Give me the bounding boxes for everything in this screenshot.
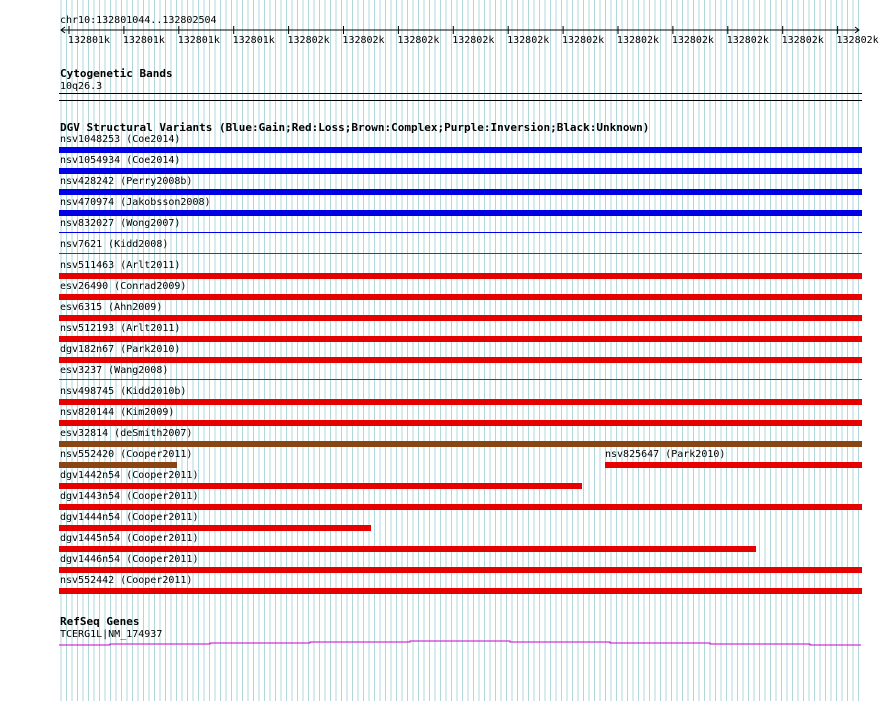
dgv-variant-label[interactable]: nsv512193 (Arlt2011) xyxy=(60,323,181,334)
dgv-variant-label[interactable]: esv32814 (deSmith2007) xyxy=(60,428,193,439)
cytoband-bar[interactable] xyxy=(59,93,862,94)
dgv-variant-bar[interactable] xyxy=(59,546,756,552)
ruler-tick-label: 132802k xyxy=(397,35,440,46)
dgv-variant-bar[interactable] xyxy=(59,336,862,342)
dgv-variant-label[interactable]: dgv1445n54 (Cooper2011) xyxy=(60,533,199,544)
ruler-tick-label: 132802k xyxy=(836,35,879,46)
dgv-variant-label[interactable]: dgv1442n54 (Cooper2011) xyxy=(60,470,199,481)
refseq-track-title[interactable]: RefSeq Genes xyxy=(60,615,140,628)
dgv-variant-bar[interactable] xyxy=(59,441,862,447)
ruler-tick-label: 132801k xyxy=(122,35,165,46)
dgv-variant-label[interactable]: dgv1443n54 (Cooper2011) xyxy=(60,491,199,502)
dgv-variant-bar[interactable] xyxy=(59,567,862,573)
ruler-tick-label: 132801k xyxy=(232,35,275,46)
dgv-variant-label[interactable]: nsv470974 (Jakobsson2008) xyxy=(60,197,211,208)
dgv-variant-label[interactable]: nsv7621 (Kidd2008) xyxy=(60,239,169,250)
dgv-variant-bar[interactable] xyxy=(59,379,862,380)
dgv-variant-label[interactable]: dgv1446n54 (Cooper2011) xyxy=(60,554,199,565)
dgv-variant-bar[interactable] xyxy=(59,357,862,363)
dgv-variant-bar[interactable] xyxy=(59,462,177,468)
dgv-variant-bar[interactable] xyxy=(59,420,862,426)
dgv-variant-label[interactable]: nsv511463 (Arlt2011) xyxy=(60,260,181,271)
dgv-variant-label[interactable]: esv6315 (Ahn2009) xyxy=(60,302,163,313)
cytoband-label: 10q26.3 xyxy=(60,81,103,92)
dgv-variant-bar[interactable] xyxy=(605,462,862,468)
dgv-variant-label[interactable]: nsv1054934 (Coe2014) xyxy=(60,155,181,166)
dgv-variant-bar[interactable] xyxy=(59,168,862,174)
ruler-tick-label: 132801k xyxy=(67,35,111,46)
dgv-variant-label[interactable]: nsv825647 (Park2010) xyxy=(605,449,726,460)
dgv-variant-label[interactable]: nsv428242 (Perry2008b) xyxy=(60,176,193,187)
cytoband-bar-bottom xyxy=(59,100,862,101)
ruler-tick-label: 132802k xyxy=(562,35,605,46)
ruler-tick-label: 132802k xyxy=(726,35,769,46)
dgv-variant-label[interactable]: nsv498745 (Kidd2010b) xyxy=(60,386,187,397)
dgv-variant-label[interactable]: dgv1444n54 (Cooper2011) xyxy=(60,512,199,523)
ruler-tick-label: 132802k xyxy=(781,35,824,46)
dgv-variant-label[interactable]: nsv552420 (Cooper2011) xyxy=(60,449,193,460)
dgv-variant-bar[interactable] xyxy=(59,189,862,195)
dgv-variant-bar[interactable] xyxy=(59,147,862,153)
dgv-variant-bar[interactable] xyxy=(59,253,862,254)
ruler-location: chr10:132801044..132802504 xyxy=(60,15,217,26)
cytobands-track-title[interactable]: Cytogenetic Bands xyxy=(60,67,173,80)
ruler-tick-label: 132802k xyxy=(507,35,550,46)
refseq-gene-model[interactable] xyxy=(0,636,890,650)
dgv-variant-bar[interactable] xyxy=(59,588,862,594)
dgv-track-title[interactable]: DGV Structural Variants (Blue:Gain;Red:Loss;Brown:Complex;Purple:Inversion;Black:Unknown) xyxy=(60,121,650,134)
dgv-variant-label[interactable]: nsv552442 (Cooper2011) xyxy=(60,575,193,586)
ruler-tick-label: 132802k xyxy=(287,35,330,46)
ruler-tick-label: 132802k xyxy=(616,35,660,46)
dgv-variant-label[interactable]: nsv832027 (Wong2007) xyxy=(60,218,181,229)
dgv-variant-bar[interactable] xyxy=(59,483,582,489)
dgv-variant-label[interactable]: nsv820144 (Kim2009) xyxy=(60,407,175,418)
dgv-variant-bar[interactable] xyxy=(59,210,862,216)
ruler-tick-label: 132802k xyxy=(452,35,495,46)
dgv-variant-label[interactable]: nsv1048253 (Coe2014) xyxy=(60,134,181,145)
ruler-tick-label: 132802k xyxy=(671,35,714,46)
dgv-variant-bar[interactable] xyxy=(59,525,371,531)
ruler-tick-label: 132801k xyxy=(177,35,220,46)
dgv-variant-label[interactable]: dgv182n67 (Park2010) xyxy=(60,344,181,355)
refseq-gene-label[interactable]: TCERG1L|NM_174937 xyxy=(60,629,163,640)
dgv-variant-label[interactable]: esv3237 (Wang2008) xyxy=(60,365,169,376)
dgv-variant-bar[interactable] xyxy=(59,315,862,321)
dgv-variant-bar[interactable] xyxy=(59,273,862,279)
dgv-variant-bar[interactable] xyxy=(59,504,862,510)
dgv-variant-label[interactable]: esv26490 (Conrad2009) xyxy=(60,281,187,292)
dgv-variant-bar[interactable] xyxy=(59,399,862,405)
dgv-variant-bar[interactable] xyxy=(59,294,862,300)
ruler-tick-label: 132802k xyxy=(342,35,385,46)
dgv-variant-bar[interactable] xyxy=(59,232,862,233)
